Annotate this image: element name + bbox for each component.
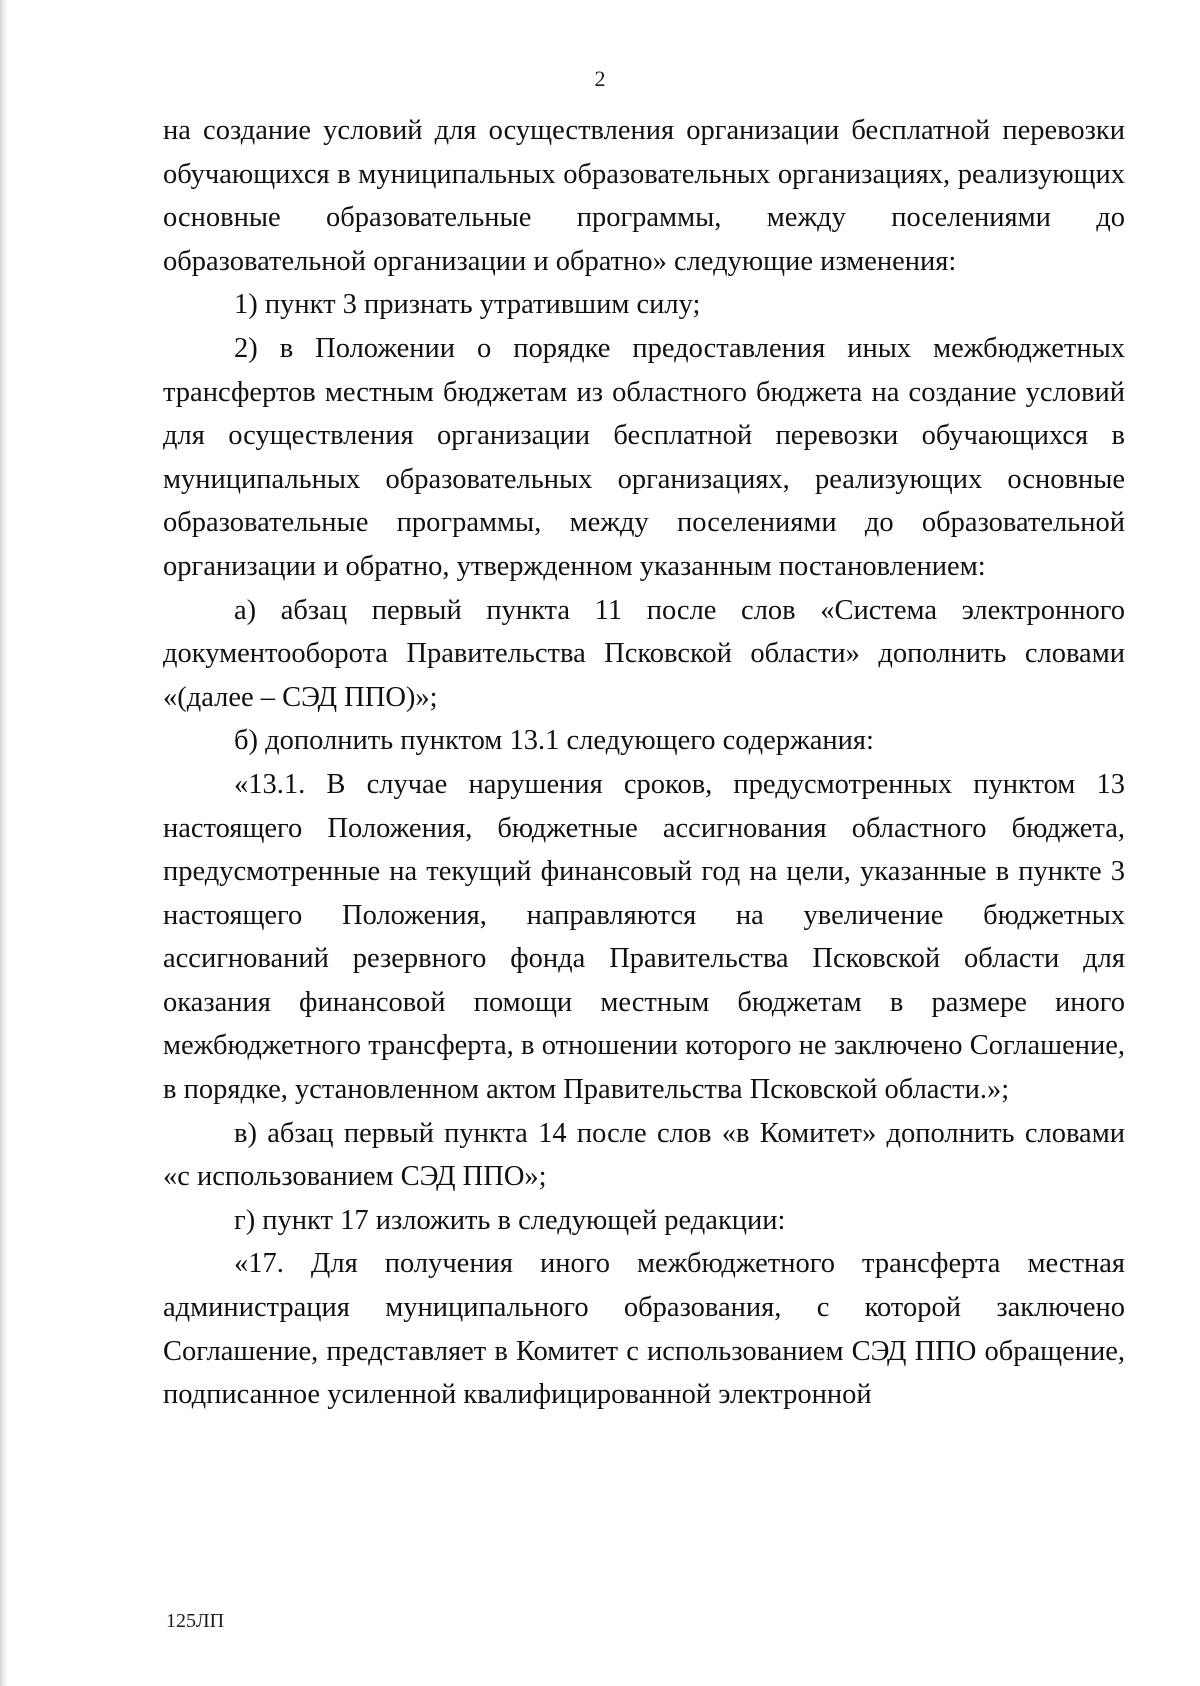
paragraph-subitem-v: в) абзац первый пункта 14 после слов «в Комитет» дополнить словами «с использованием СЭД ППО»;	[163, 1117, 1125, 1193]
document-code: 125ЛП	[166, 1610, 225, 1632]
document-body	[163, 109, 1125, 1417]
paragraph-subitem-a: а) абзац первый пункта 11 после слов «Система электронного документооборота Правительства Псковской области» дополнить словами «(далее – СЭД ППО)»;	[163, 594, 1125, 713]
scan-edge-shadow	[0, 0, 8, 1686]
paragraph-continuation: на создание условий для осуществления организации бесплатной перевозки обучающихся в муниципальных образовательных организациях, реализующих основные образовательные программы, между поселениями до образовательной организации и обратно» следующие изменения:	[163, 115, 1125, 277]
paragraph-item-2: 2) в Положении о порядке предоставления иных межбюджетных трансфертов местным бюджетам из областного бюджета на создание условий для осуществления организации бесплатной перевозки обучающихся в муниципальных образовательных организациях, реализующих основные образовательные программы, между поселениями до образовательной организации и обратно, утвержденном указанным постановлением:	[163, 332, 1125, 582]
paragraph-subitem-g: г) пункт 17 изложить в следующей редакции:	[234, 1204, 786, 1236]
paragraph-quote-13-1: «13.1. В случае нарушения сроков, предусмотренных пунктом 13 настоящего Положения, бюджетные ассигнования областного бюджета, предусмотренные на текущий финансовый год на цели, указанные в пункте 3 настоящего Положения, направляются на увеличение бюджетных ассигнований резервного фонда Правительства Псковской области для оказания финансовой помощи местным бюджетам в размере иного межбюджетного трансферта, в отношении которого не заключено Соглашение, в порядке, установленном актом Правительства Псковской области.»;	[163, 768, 1125, 1106]
page-number: 2	[594, 66, 606, 91]
paragraph-quote-17: «17. Для получения иного межбюджетного трансферта местная администрация муниципального образования, с которой заключено Соглашение, представляет в Комитет с использованием СЭД ППО обращение, подписанное усиленной квалифицированной электронной	[163, 1248, 1125, 1411]
paragraph-subitem-b: б) дополнить пунктом 13.1 следующего содержания:	[234, 725, 874, 757]
paragraph-item-1: 1) пункт 3 признать утратившим силу;	[234, 289, 701, 321]
